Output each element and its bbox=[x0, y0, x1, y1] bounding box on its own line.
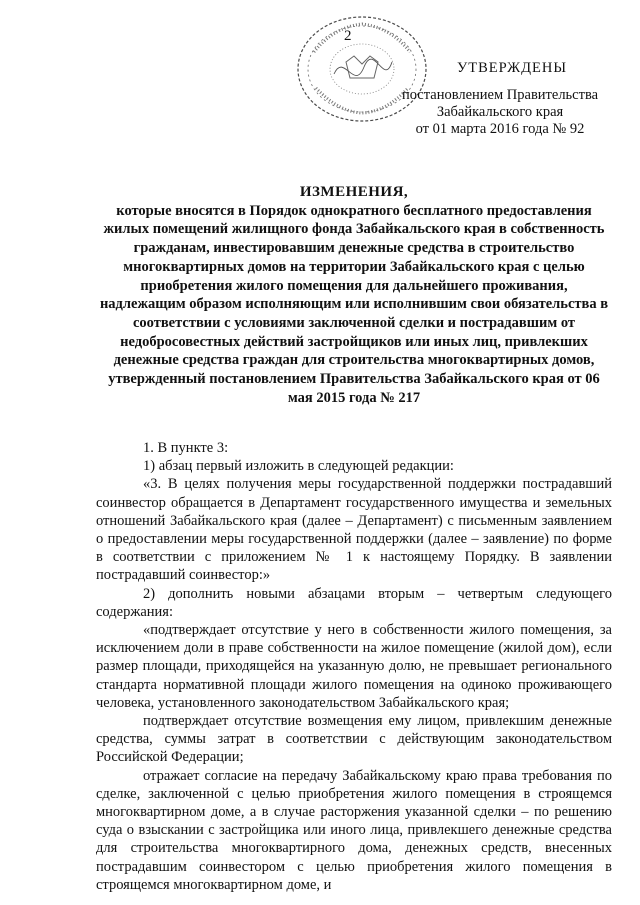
paragraph: 1. В пункте 3: bbox=[143, 440, 229, 456]
title-heading: ИЗМЕНЕНИЯ, bbox=[299, 184, 409, 200]
paragraph: подтверждает отсутствие возмещения ему лицом, привлекшим денежные средства, суммы затрат в соответствии с действующим законодательством Российской Федерации; bbox=[96, 713, 612, 766]
approval-line-3: от 01 марта 2016 года № 92 bbox=[415, 121, 585, 137]
paragraph: отражает согласие на передачу Забайкальскому краю права требования по сделке, заключенной с целью приобретения жилого помещения в строящемся многоквартирном доме, а в случае расторжения указанной сделки – по решению суда о взыскании с застройщика или иного лица, привлекшего денежные средства для строительства многоквартирного дома, денежных средств, внесенных пострадавшим соинвестором с целью приобретения жилого помещения в строящемся многоквартирном доме, и bbox=[96, 767, 612, 893]
page-number: 2 bbox=[344, 28, 352, 44]
approval-block bbox=[396, 60, 604, 138]
paragraph: 2) дополнить новыми абзацами вторым – четвертым следующего содержания: bbox=[96, 585, 612, 620]
approval-line-1: постановлением Правительства bbox=[401, 87, 599, 103]
document-title bbox=[96, 183, 612, 407]
paragraph: «3. В целях получения меры государственной поддержки пострадавший соинвестор обращается в Департамент государственного имущества и земельных отношений Забайкальского края (далее – Департамент) с письменным заявлением о предоставлении меры государственной поддержки (далее – заявление) по форме в соответствии с приложением № 1 к настоящему Порядку. В заявлении пострадавший соинвестор:» bbox=[96, 476, 612, 584]
approval-line-2: Забайкальского края bbox=[436, 104, 564, 120]
approved-label: УТВЕРЖДЕНЫ bbox=[456, 60, 568, 76]
document-body bbox=[96, 439, 612, 894]
title-subtitle: которые вносятся в Порядок однократного бесплатного предоставления жилых помещений жилищного фонда Забайкальского края в собственность гражданам, инвестировавшим денежные средства в строительство многоквартирных домов на территории Забайкальского края с целью приобретения жилого помещения для дальнейшего проживания, надлежащим образом исполняющим или исполнившим свои обязательства в соответствии с условиями заключенной сделки и пострадавшим от недобросовестных действий застройщиков или иных лиц, привлекших денежные средства граждан для строительства многоквартирных домов, утвержденный постановлением Правительства Забайкальского края от 06 мая 2015 года № 217 bbox=[99, 202, 609, 406]
paragraph: «подтверждает отсутствие у него в собственности жилого помещения, за исключением доли в праве собственности на жилое помещение (жилой дом), если размер площади, приходящейся на указанную долю, не превышает регионального стандарта нормативной площади жилого помещения на одиноко проживающего человека, установленного законодательством Забайкальского края; bbox=[96, 622, 612, 711]
paragraph: 1) абзац первый изложить в следующей редакции: bbox=[143, 458, 454, 475]
